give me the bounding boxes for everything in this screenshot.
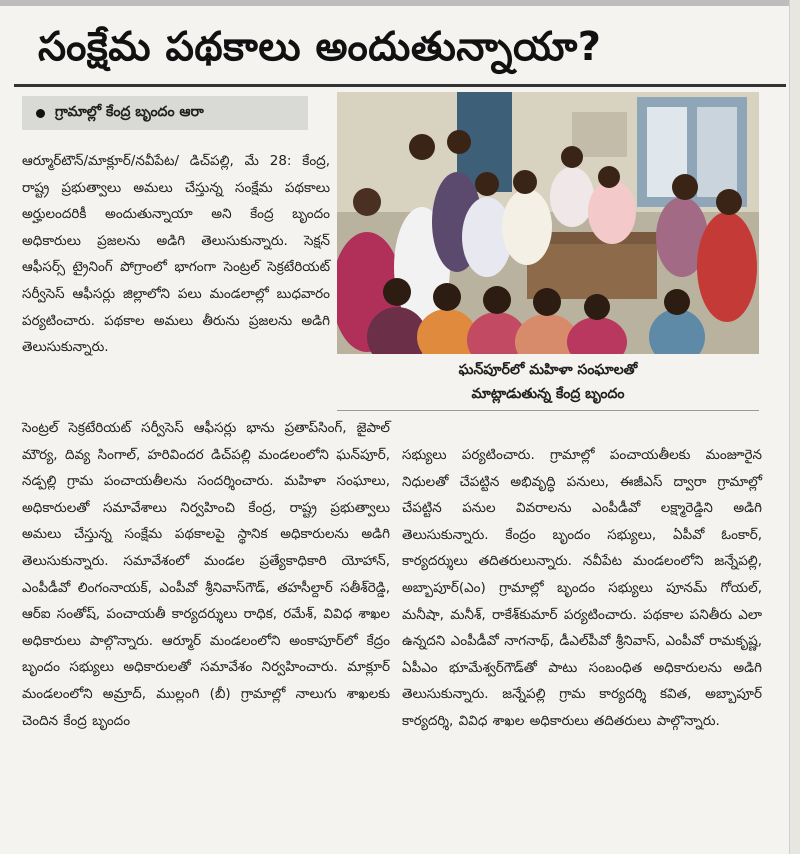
article-paragraph-2: సెంట్రల్‌ సెక్రటేరియట్‌ సర్వీసెస్‌ ఆఫీసర్లు భాను ప్రతాప్‌సింగ్‌, జైపాల్‌ మౌర్య, దివ్య సింగాల్‌, హరివిందర డిచ్‌పల్లి మండలంలోని ఘన్‌పూర్‌, నడ్పల్లి గ్రామ పంచాయతీలను సందర్శించారు. మహిళా సంఘాలు, అధికారులతో సమావేశాలు నిర్వహించి కేంద్ర, రాష్ట్ర ప్రభుత్వాలు అమలు చేస్తున్న సంక్షేమ పథకాలపై స్థానిక అధికారులను అడిగి తెలుసుకున్నారు. సమావేశంలో మండల ప్రత్యేకాధికారి యోహాన్‌, ఎంపీడీవో లింగంనాయక్‌, ఎంపీవో శ్రీనివాస్‌గౌడ్‌, తహసీల్దార్‌ సతీశ్‌రెడ్డి, ఆర్‌ఐ సంతోష్‌, పంచాయతీ కార్యదర్శులు రాధిక, రమేశ్‌, వివిధ శాఖల అధికారులు పాల్గొన్నారు. ఆర్మూర్‌ మండలంలోని అంకాపూర్‌లో కేద్రం బృందం సభ్యులు అధికారులతో సమావేశం నిర్వహించారు. మాక్లూర్‌ మండలంలోని అమ్రాద్‌, ముల్లంగి (బీ) గ్రామాల్లో నాలుగు శాఖలకు చెందిన కేంద్ర బృందం <box>22 420 390 729</box>
news-photo <box>337 92 759 354</box>
kicker-box <box>22 96 308 130</box>
caption-line-2: మాట్లాడుతున్న కేంద్ర బృందం <box>471 386 625 402</box>
photo-caption <box>337 358 759 408</box>
bullet-icon <box>36 109 45 118</box>
article-column-1-top <box>22 148 330 361</box>
page-top-border <box>0 0 800 6</box>
headline-rule <box>14 84 786 87</box>
adjacent-page-edge <box>789 0 800 854</box>
caption-line-1: ఘన్‌పూర్‌లో మహిళా సంఘాలతో <box>458 362 638 378</box>
article-paragraph-3: సభ్యులు పర్యటించారు. గ్రామాల్లో పంచాయతీలకు మంజూరైన నిధులతో చేపట్టిన అభివృద్ధి పనులు, ఈజీఎస్‌ ద్వారా గ్రామాల్లో చేపట్టిన పనుల వివరాలను ఎంపీడీవో లక్ష్మారెడ్డిని అడిగి తెలుసుకున్నారు. కేంద్రం బృందం సభ్యులు, ఏపీవో ఓంకార్‌, కార్యదర్శులు తదితరులున్నారు. నవీపేట మండలంలోని జన్నేపల్లి, అబ్బాపూర్‌(ఎం) గ్రామాల్లో బృందం సభ్యులు పూనమ్‌ గోయల్‌, మనీషా, మనీశ్‌, రాకేశ్‌కుమార్‌ పర్యటించారు. పథకాల పనితీరు ఎలా ఉన్నదని ఎంపీడీవో నాగనాథ్‌, డీఎల్‌పీవో శ్రీనివాస్‌, ఎంపీవో రామకృష్ణ, ఏపీఎం భూమేశ్వర్‌గౌడ్‌తో పాటు సంబంధిత అధికారులను అడిగి తెలుసుకున్నారు. జన్నేపల్లి గ్రామ కార్యదర్శి కవిత, అబ్బాపూర్‌ కార్యదర్శి, వివిధ శాఖల అధికారులు తదితరులు పాల్గొన్నారు. <box>402 447 762 729</box>
meeting-photo-illustration <box>337 92 759 354</box>
kicker-text: గ్రామాల్లో కేంద్ర బృందం ఆరా <box>55 103 204 120</box>
caption-rule <box>337 410 759 411</box>
headline: సంక్షేమ పథకాలు అందుతున్నాయా? <box>38 24 602 70</box>
article-column-2 <box>402 442 762 735</box>
article-paragraph-1: ఆర్మూర్‌టౌన్‌/మాక్లూర్‌/నవీపేట/ డిచ్‌పల్లి, మే 28: కేంద్ర, రాష్ట్ర ప్రభుత్వాలు అమలు చేస్తున్న సంక్షేమ పథకాలు అర్హులందరికీ అందుతున్నాయా అని కేంద్ర బృందం అధికారులు ప్రజలను అడిగి తెలుసుకున్నారు. సెక్షన్‌ ఆఫీసర్స్‌ ట్రైనింగ్‌ పోగ్రాంలో భాగంగా సెంట్రల్‌ సెక్రటేరియట్‌ సర్వీసెస్‌ ఆఫీసర్లు జిల్లాలోని పలు మండలాల్లో బుధవారం పర్యటించారు. పథకాల అమలు తీరును ప్రజలను అడిగి తెలుసుకున్నారు. <box>22 153 330 356</box>
article-column-1-bottom <box>22 415 390 734</box>
